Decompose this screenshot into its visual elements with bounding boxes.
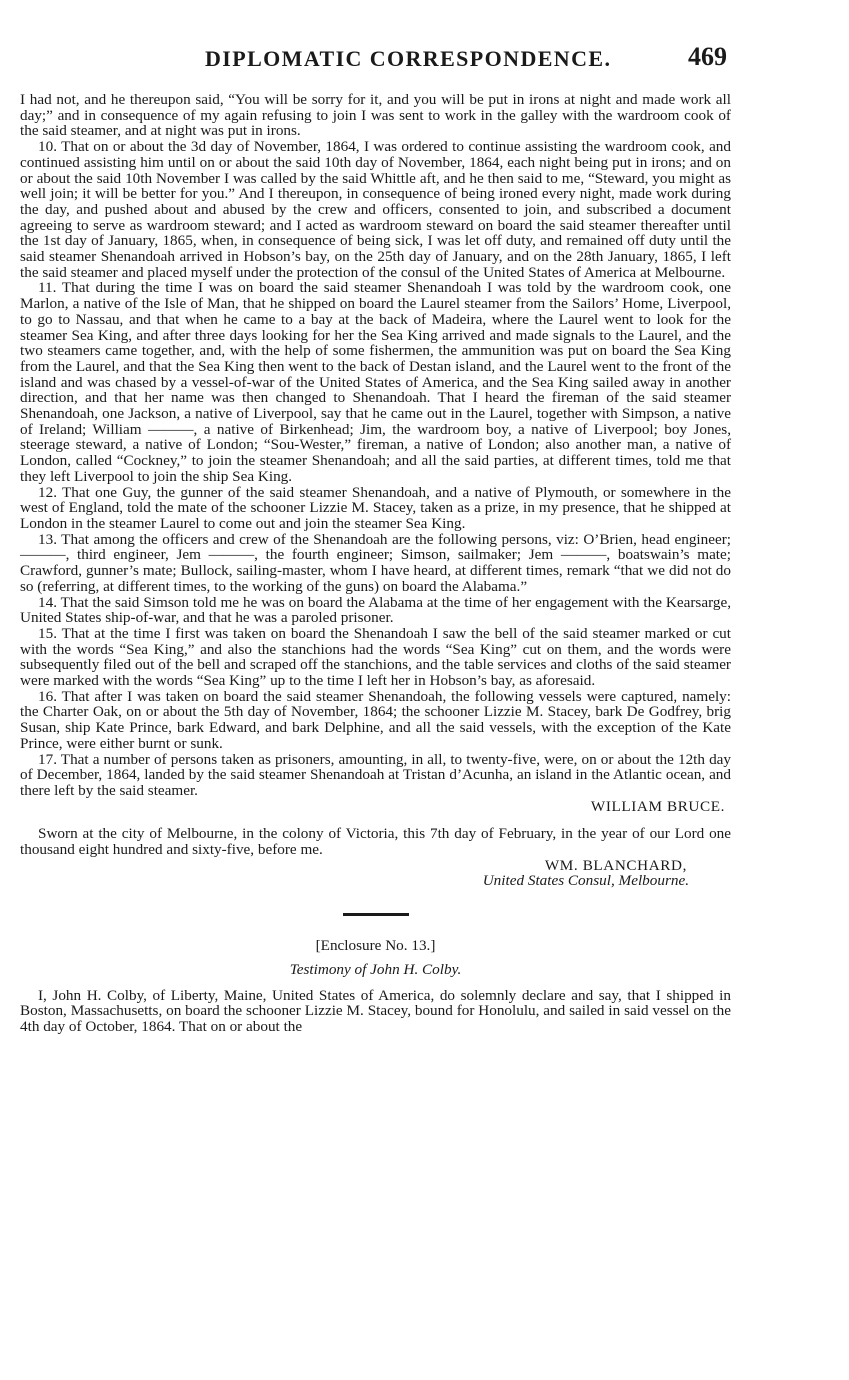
- deponent-signature: WILLIAM BRUCE.: [590, 797, 725, 815]
- paragraph-16: 16. That after I was taken on board the said steamer Shenandoah, the following vessels were captured, namely: the Charter Oak, on or about the 5th day of November, 1864; the schooner Lizzie M. Stacey, bark De Godfrey, brig Susan, ship Kate Prince, bark Edward, and bark Delphine, and all the said vessels, with the exception of the Kate Prince, were either burnt or sunk.: [20, 687, 731, 752]
- paragraph-17: 17. That a number of persons taken as prisoners, amounting, in all, to twenty-five, were, on or about the 12th day of December, 1864, landed by the said steamer Shenandoah at Tristan d’Acunha, an island in the Atlantic ocean, and there left by the said steamer.: [20, 750, 731, 799]
- document-body: [20, 92, 731, 1035]
- page-header: [0, 40, 849, 80]
- enclosure-heading: [Enclosure No. 13.]: [315, 937, 436, 955]
- paragraph-11: 11. That during the time I was on board the said steamer Shenandoah I was told by the wardroom cook, one Marlon, a native of the Isle of Man, that he shipped on board the Laurel steamer from the Sailors’ Home, Liverpool, to go to Nassau, and that when he came to a bay at the back of Madeira, where the Laurel went to look for the steamer Sea King, and after three days looking for her the Sea King arrived and made signals to the Laurel, and the two steamers came together, and, with the help of some fishermen, the ammunition was put on board the Sea King from the Laurel, and that the Sea King then went to the back of Destan island, and the Laurel went to the front of the island and was chased by a vessel-of-war of the United States of America, and the Sea King sailed away in another direction, and that her name was then changed to Shenandoah. That I heard the fireman of the said steamer Shenandoah, one Jackson, a native of Liverpool, say that he came out in the Laurel, together with Simpson, a native of Ireland; William ———, a native of Birkenhead; Jim, the wardroom boy, a native of Liverpool; boy Jones, steerage steward, a native of London; “Sou-Wester,” fireman, a native of London; also another man, a native of London, called “Cockney,” to join the steamer Shenandoah; and all the said parties, at different times, told me that they left Liverpool to join the ship Sea King.: [20, 279, 731, 485]
- paragraph-15: 15. That at the time I first was taken on board the Shenandoah I saw the bell of the said steamer marked or cut with the words “Sea King,” and also the stanchions had the words “Sea King” cut on them, and the words were subsequently filed out of the bell and scraped off the stanchions, and the table services and cloths of the said steamer were marked with the words “Sea King” up to the time I left her in Hobson’s bay, as aforesaid.: [20, 624, 731, 690]
- paragraph-10: 10. That on or about the 3d day of November, 1864, I was ordered to continue assisting the wardroom cook, and continued assisting him until on or about the said 10th day of November, 1864, each night being put in irons; and on or about the said 10th November I was called by the said Whittle aft, and he then said to me, “Steward, you might as well join; it will be better for you.” And I thereupon, in consequence of being ironed every night, made work during the day, and pushed about and abused by the crew and officers, consented to join, and subscribed a document agreeing to serve as wardroom steward; and I acted as wardroom steward on board the said steamer thereafter until the 1st day of January, 1865, when, in consequence of being sick, I was let off duty, and remained off duty until the said steamer Shenandoah arrived in Hobson’s bay, on the 25th day of January, and on the 28th January, 1865, I left the said steamer and placed myself under the protection of the consul of the United States of America at Melbourne.: [20, 138, 731, 281]
- paragraph-continuation: I had not, and he thereupon said, “You will be sorry for it, and you will be put in irons at night and made work all day;” and in consequence of my again refusing to join I was sent to work in the galley with the wardroom cook of the said steamer, and at night was put in irons.: [20, 91, 731, 140]
- paragraph-13: 13. That among the officers and crew of the Shenandoah are the following persons, viz: O’Brien, head engineer; ———, third engineer, Jem ———, the fourth engineer; Simson, sailmaker; Jem ———, boatswain’s mate; Crawford, gunner’s mate; Bullock, sailing-master, whom I have heard, at different times, remark “that we did not do so (referring, at different times, to the working of the guns) on board the Alabama.”: [20, 530, 731, 595]
- sworn-statement: Sworn at the city of Melbourne, in the colony of Victoria, this 7th day of February, in the year of our Lord one thousand eight hundred and sixty-five, before me.: [20, 825, 731, 859]
- paragraph-14: 14. That the said Simson told me he was on board the Alabama at the time of her engagement with the Kearsarge, United States ship-of-war, and that he was a paroled prisoner.: [20, 593, 731, 627]
- running-title: DIPLOMATIC CORRESPONDENCE.: [205, 46, 612, 71]
- section-divider: [343, 913, 409, 916]
- paragraph-12: 12. That one Guy, the gunner of the said steamer Shenandoah, and a native of Plymouth, or somewhere in the west of England, told the mate of the schooner Lizzie M. Stacey, taken as a prize, in my presence, that he shipped at London in the steamer Laurel to come out and join the steamer Sea King.: [20, 483, 731, 532]
- testimony-heading: Testimony of John H. Colby.: [289, 960, 462, 978]
- consul-title: United States Consul, Melbourne.: [482, 872, 689, 890]
- page-number: 469: [688, 42, 727, 71]
- consul-signature: WM. BLANCHARD,: [544, 856, 687, 874]
- colby-paragraph: I, John H. Colby, of Liberty, Maine, United States of America, do solemnly declare and say, that I shipped in Boston, Massachusetts, on board the schooner Lizzie M. Stacey, bound for Honolulu, and sailed in said vessel on the 4th day of October, 1864. That on or about the: [20, 986, 731, 1035]
